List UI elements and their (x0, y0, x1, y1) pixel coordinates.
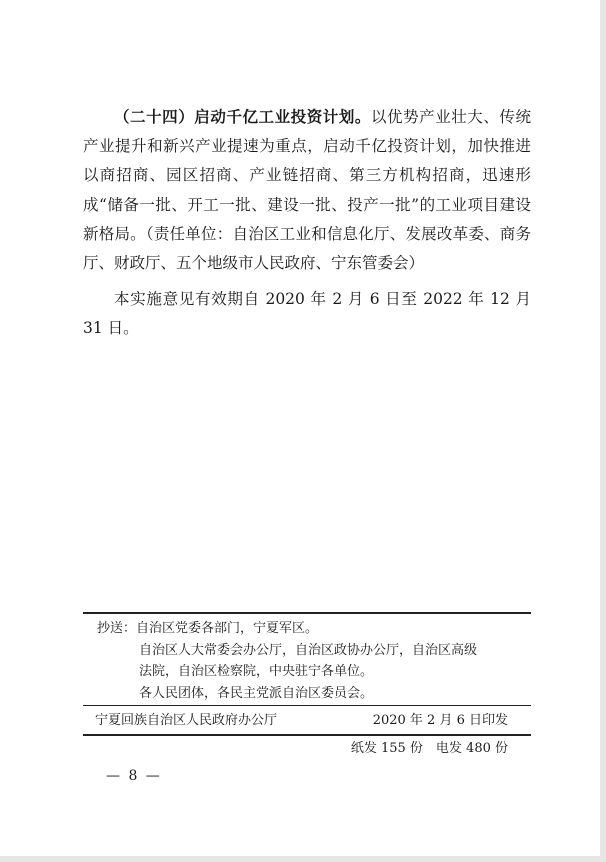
distribution-block (83, 618, 531, 704)
page-number: — 8 — (106, 768, 162, 784)
distribution-line-2: 自治区人大常委会办公厅，自治区政协办公厅，自治区高级 (139, 642, 478, 658)
footer-divider-rule (83, 705, 531, 706)
distribution-line-3: 法院，自治区检察院，中央驻宁各单位。 (139, 664, 374, 679)
footer-bottom-rule (83, 734, 531, 736)
distribution-top-rule (83, 612, 531, 614)
distribution-line-4: 各人民团体，各民主党派自治区委员会。 (139, 685, 374, 701)
validity-paragraph: 本实施意见有效期自 2020 年 2 月 6 日至 2022 年 12 月 31 日。 (83, 290, 531, 338)
distribution-line-1: 自治区党委各部门，宁夏军区。 (136, 621, 319, 636)
paragraph-24-body: 以优势产业壮大、传统产业提升和新兴产业提速为重点，启动千亿投资计划，加快推进以商招商、园区招商、产业链招商、第三方机构招商，迅速形成“储备一批、开工一批、建设一批、投产一批”的工业项目建设新格局。（责任单位：自治区工业和信息化厅、发展改革委、商务厅、财政厅、五个地级市人民政府、宁东管委会） (83, 108, 531, 273)
paragraph-24-lead: （二十四）启动千亿工业投资计划。 (114, 107, 371, 126)
print-date: 2020 年 2 月 6 日印发 (372, 713, 508, 728)
copy-counts: 纸发 155 份 电发 480 份 (350, 741, 508, 756)
distribution-row-1 (83, 618, 531, 640)
paragraph-24 (83, 102, 531, 278)
issuing-office: 宁夏回族自治区人民政府办公厅 (95, 713, 278, 728)
distribution-label: 抄送： (97, 621, 137, 636)
